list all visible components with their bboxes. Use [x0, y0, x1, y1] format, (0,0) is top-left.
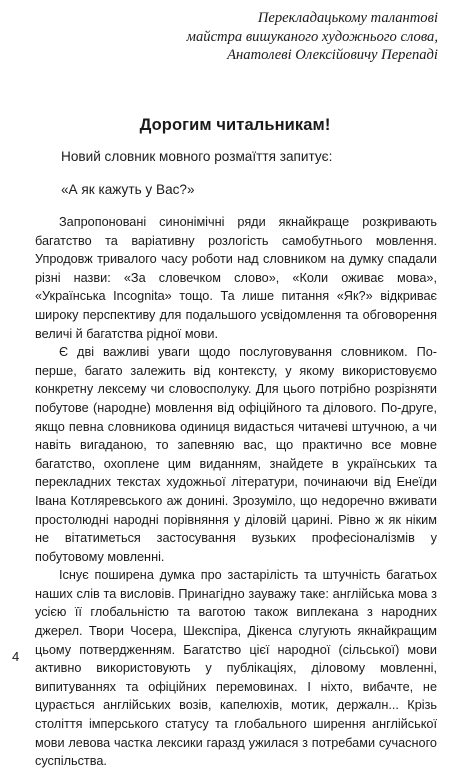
dedication-line: майстра вишуканого художнього слова,: [186, 28, 438, 45]
intro-line: Новий словник мовного розмаїття запитує:: [61, 149, 333, 164]
dedication: [58, 9, 438, 65]
paragraph: Запропоновані синонімічні ряди якнайкраще розкривають багатство та варіативну розлогість самобутнього мовлення. Упродовж тривалого часу роботи над словником на думку спадали різні назви: «За словечком слово», «Коли оживає мова», «Українська Incognita» тощо. Та лише питання «Як?» відкриває широку перспективу для подальшого усвідомлення та обговорення величі й багатства рідної мови.: [35, 215, 437, 341]
intro-quote: «А як кажуть у Вас?»: [61, 182, 195, 197]
page-title: Дорогим читальникам!: [139, 116, 331, 134]
body-text: [35, 213, 437, 771]
dedication-line: Анатолеві Олексійовичу Перепаді: [227, 47, 438, 63]
paragraph: Є дві важливі уваги щодо послуговування словником. По-перше, багато залежить від контексту, у якому використовуємо конкретну лексему чи словосполуку. Для цього потрібно розрізняти побутове (народне) мовлення від офіційного та ділового. По-друге, якщо певна словникова одиниця видасться читачеві штучною, а чи навіть вигаданою, то запевняю вас, що практично все мовне багатство, охоплене цим виданням, знайдете в українських та перекладних текстах художньої літератури, починаючи від Енеїди Івана Котляревського аж донині. Зрозуміло, що недоречно вживати простолюдні народні порівняння у діловій царині. Рівно ж як ніким не вітатиметься застосування вузьких професіоналізмів у побутовому мовленні.: [35, 345, 437, 564]
page-number: 4: [12, 649, 20, 664]
paragraph: Існує поширена думка про застарілість та штучність багатьох наших слів та висловів. Принагідно зауважу таке: англійська мова з усією її глобальністю та ваготою також виплекана з народних джерел. Твори Чосера, Шекспіра, Дікенса слугують якнайкращим цьому потвердженням. Багатство цієї народної (сільської) мови активно використовують у публікаціях, діловому мовленні, випитуваннях та офіційних перемовинах. І ніхто, вибачте, не цурається англійських возів, капелюхів, мотик, держалн... Крізь століття імперського статусу та глобального ширення англійської мови левова частка лексики гаразд ужилася з потребами сучасного суспільства.: [35, 568, 437, 769]
dedication-line: Перекладацькому талантові: [257, 10, 438, 26]
